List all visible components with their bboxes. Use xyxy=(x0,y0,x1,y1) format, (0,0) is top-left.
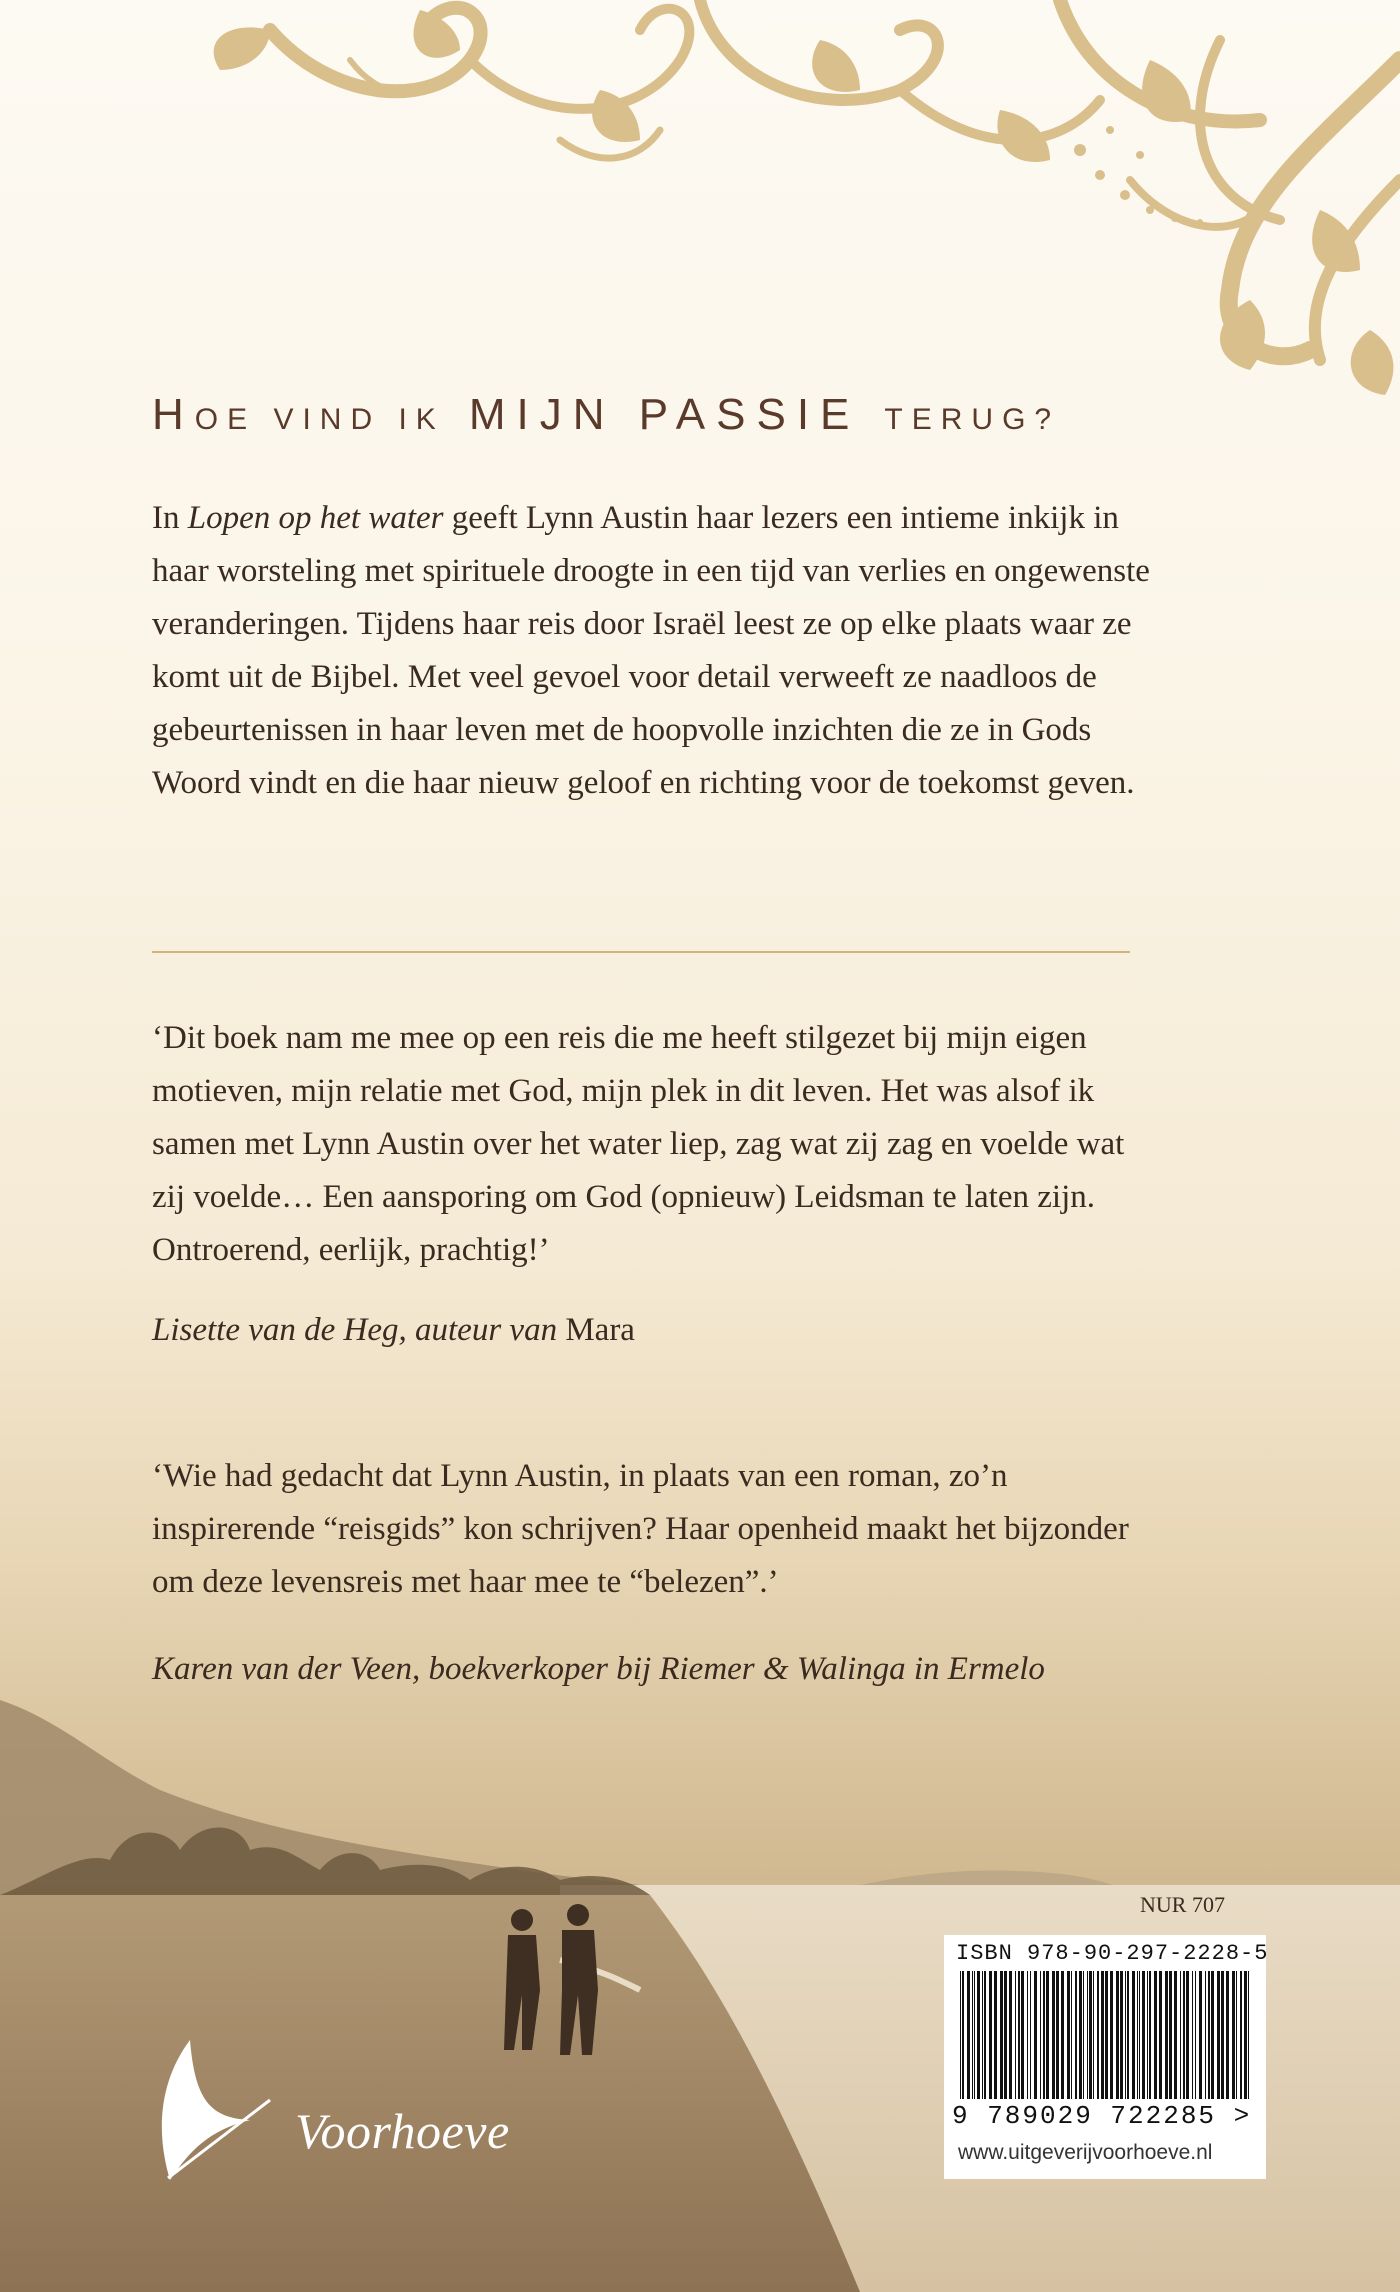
barcode-bar xyxy=(1030,1971,1031,2099)
attribution-1-work: Mara xyxy=(565,1312,635,1348)
book-title: Lopen op het water xyxy=(187,500,444,536)
barcode-bar xyxy=(1186,1971,1189,2099)
barcode-bar xyxy=(1147,1971,1148,2099)
barcode-bar xyxy=(1154,1971,1157,2099)
headline-initial: H xyxy=(152,390,195,439)
barcode-bar xyxy=(974,1971,975,2099)
barcode-bar xyxy=(1027,1971,1028,2099)
publisher-name: Voorhoeve xyxy=(295,2103,510,2159)
barcode-bar xyxy=(962,1971,964,2099)
headline-part3: TERUG? xyxy=(884,403,1061,436)
barcode-bar xyxy=(1009,1971,1012,2099)
barcode-bar xyxy=(1217,1971,1220,2099)
divider xyxy=(152,951,1130,953)
barcode-bar xyxy=(1105,1971,1108,2099)
ean-digits: 9 789029 722285 > xyxy=(952,2101,1252,2131)
feather-quill-icon xyxy=(150,2040,300,2180)
barcode-bar xyxy=(1208,1971,1210,2099)
barcode-bar xyxy=(1018,1971,1020,2099)
barcode-bar xyxy=(994,1971,997,2099)
barcode-bar xyxy=(984,1971,986,2099)
barcode-bar xyxy=(1199,1971,1202,2099)
attribution-1-text: Lisette van de Heg, auteur van xyxy=(152,1312,566,1348)
barcode-bar xyxy=(1040,1971,1041,2099)
isbn-label: ISBN 978-90-297-2228-5 xyxy=(956,1941,1269,1966)
barcode-bar xyxy=(1226,1971,1229,2099)
barcode-bar xyxy=(972,1971,973,2099)
barcode-bar xyxy=(1174,1971,1177,2099)
barcode-bar xyxy=(1061,1971,1064,2099)
barcode-bar xyxy=(989,1971,992,2099)
barcode-bar xyxy=(1244,1971,1247,2099)
publisher-logo xyxy=(150,2040,590,2180)
barcode-bar xyxy=(1120,1971,1123,2099)
barcode-bar xyxy=(967,1971,970,2099)
barcode-bar xyxy=(1052,1971,1055,2099)
barcode-bar xyxy=(1137,1971,1138,2099)
review-quote-2: ‘Wie had gedacht dat Lynn Austin, in plaats van een roman, zo’n inspirerende “reisgids” kon schrijven? Haar openheid maakt het bijzonder om deze levensreis met haar mee te “belezen”.’ xyxy=(152,1458,1129,1600)
barcode-bar xyxy=(1089,1971,1092,2099)
barcode-bar xyxy=(1067,1971,1070,2099)
barcode-bar xyxy=(977,1971,980,2099)
barcode-bar xyxy=(1043,1971,1045,2099)
barcode-bar xyxy=(1000,1971,1003,2099)
barcode-bar xyxy=(1142,1971,1145,2099)
barcode-bar xyxy=(1159,1971,1162,2099)
barcode-bar xyxy=(1192,1971,1193,2099)
barcode-bar xyxy=(1169,1971,1172,2099)
barcode-bar xyxy=(1034,1971,1037,2099)
barcode-bar xyxy=(1180,1971,1181,2099)
barcode-bar xyxy=(1004,1971,1007,2099)
review-quote-1: ‘Dit boek nam me mee op een reis die me heeft stilgezet bij mijn eigen motieven, mijn relatie met God, mijn plek in dit leven. Het was alsof ik samen met Lynn Austin over het water liep, zag wat zij zag en voelde wat zij voelde… Een aansporing om God (opnieuw) Leidsman te laten zijn. Ontroerend, eerlijk, prachtig!’ xyxy=(152,1020,1125,1268)
barcode-bar xyxy=(1165,1971,1168,2099)
barcode-bar xyxy=(1079,1971,1082,2099)
intro-body: geeft Lynn Austin haar lezers een intieme inkijk in haar worsteling met spirituele droogte in een tijd van verlies en ongewenste veranderingen. Tijdens haar reis door Israël leest ze op elke plaats waar ze komt uit de Bijbel. Met veel gevoel voor detail verweeft ze naadloos de gebeurtenissen in haar leven met de hoopvolle inzichten die ze in Gods Woord vindt en die haar nieuw geloof en richting voor de toekomst geven. xyxy=(152,500,1150,801)
barcode-bar xyxy=(1248,1971,1249,2099)
nur-code: NUR 707 xyxy=(1140,1892,1225,1917)
barcode-bar xyxy=(1240,1971,1242,2099)
barcode-bar xyxy=(1075,1971,1077,2099)
barcode-bar xyxy=(1232,1971,1235,2099)
barcode-panel xyxy=(944,1935,1269,2179)
barcode-bar xyxy=(1125,1971,1126,2099)
barcode-bar xyxy=(1056,1971,1059,2099)
barcode-bar xyxy=(960,1971,961,2099)
ornament-dots xyxy=(1074,126,1203,225)
intro-paragraph xyxy=(152,492,1152,810)
barcode-bar xyxy=(1071,1971,1072,2099)
barcode-bar xyxy=(1236,1971,1237,2099)
barcode-bar xyxy=(1195,1971,1196,2099)
barcode-bar xyxy=(1083,1971,1084,2099)
intro-lead: In xyxy=(152,500,188,536)
barcode-bar xyxy=(1087,1971,1088,2099)
barcode-bars xyxy=(956,1971,1254,2099)
review-attribution-2: Karen van der Veen, boekverkoper bij Riemer & Walinga in Ermelo xyxy=(152,1651,1045,1687)
barcode-bar xyxy=(1221,1971,1224,2099)
barcode-bar xyxy=(1211,1971,1214,2099)
barcode-bar xyxy=(1116,1971,1119,2099)
barcode-bar xyxy=(1097,1971,1099,2099)
headline-part2: MIJN PASSIE xyxy=(468,390,861,439)
barcode-bar xyxy=(1101,1971,1104,2099)
barcode-bar xyxy=(1015,1971,1016,2099)
headline xyxy=(152,390,1132,440)
barcode-bar xyxy=(1127,1971,1129,2099)
barcode-bar xyxy=(1110,1971,1113,2099)
barcode-bar xyxy=(1093,1971,1094,2099)
barcode-bar xyxy=(1149,1971,1151,2099)
barcode-bar xyxy=(1132,1971,1135,2099)
barcode-bar xyxy=(1139,1971,1140,2099)
review-attribution-1 xyxy=(152,1304,1132,1357)
barcode-bar xyxy=(982,1971,983,2099)
barcode-bar xyxy=(1046,1971,1049,2099)
publisher-website: www.uitgeverijvoorhoeve.nl xyxy=(958,2141,1213,2164)
barcode-bar xyxy=(1183,1971,1185,2099)
barcode-bar xyxy=(1205,1971,1206,2099)
barcode-bar xyxy=(1021,1971,1024,2099)
ornament-leaves xyxy=(214,10,1394,395)
headline-part1: OE VIND IK xyxy=(194,403,445,436)
